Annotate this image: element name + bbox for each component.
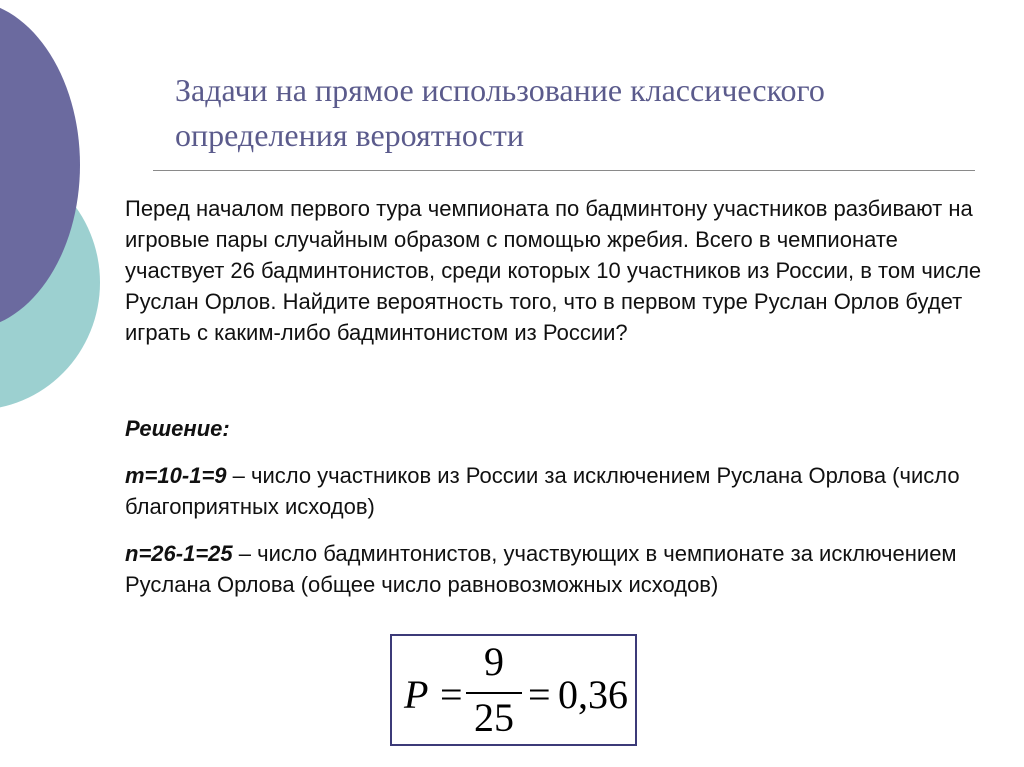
formula-denominator: 25 (474, 695, 514, 740)
formula-equals-sign: = (440, 672, 463, 717)
solution-heading: Решение: (125, 416, 230, 441)
step-m-expression: m=10-1=9 (125, 463, 227, 488)
probability-formula (392, 636, 635, 744)
slide-title: Задачи на прямое использование классического определения вероятности (175, 72, 825, 153)
step-n (125, 538, 985, 600)
probability-formula-box (390, 634, 637, 746)
formula-variable: P (404, 672, 429, 717)
step-m (125, 460, 985, 522)
step-n-description: – число бадминтонистов, участвующих в чемпионате за исключением Руслана Орлова (общее число равновозможных исходов) (125, 541, 957, 597)
formula-result: 0,36 (558, 672, 628, 717)
problem-text: Перед началом первого тура чемпионата по бадминтону участников разбивают на игровые пары случайным образом с помощью жребия. Всего в чемпионате участвует 26 бадминтонистов, среди которых 10 участников из России, в том числе Руслан Орлов. Найдите вероятность того, что в первом туре Руслан Орлов будет играть с каким-либо бадминтонистом из России? (125, 196, 982, 345)
formula-numerator: 9 (484, 639, 504, 684)
title-divider (153, 170, 975, 171)
formula-equals-sign-2: = (528, 672, 551, 717)
step-m-description: – число участников из России за исключением Руслана Орлова (число благоприятных исходов) (125, 463, 960, 519)
step-n-expression: n=26-1=25 (125, 541, 233, 566)
